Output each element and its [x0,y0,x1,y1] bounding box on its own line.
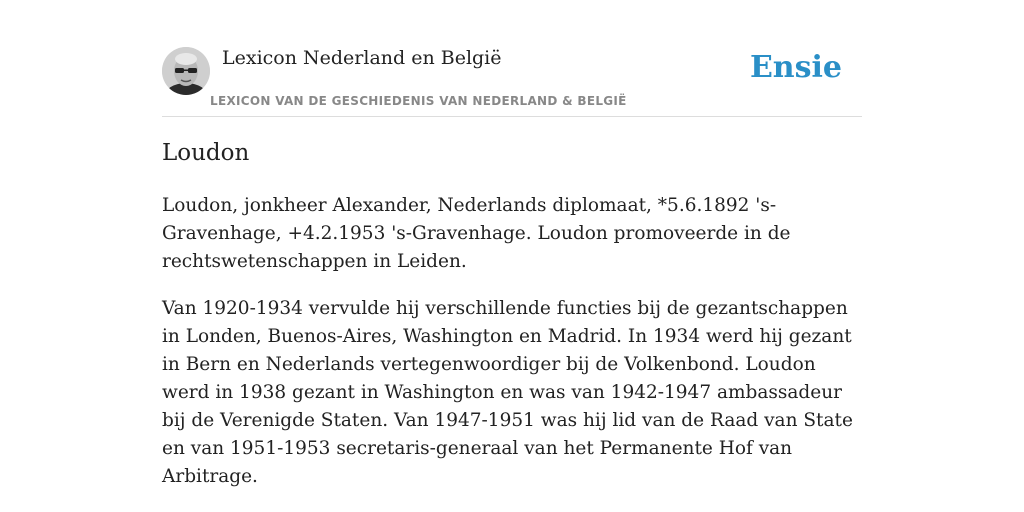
author-avatar[interactable] [162,47,210,95]
lexicon-title[interactable]: Lexicon Nederland en België [222,47,502,69]
entry-title: Loudon [162,140,250,166]
header [162,0,862,117]
avatar-portrait-icon [162,47,210,95]
page [162,0,862,487]
entry-paragraph: Van 1920-1934 vervulde hij verschillende functies bij de gezantschappen in Londen, Buenos-Aires, Washington en Madrid. In 1934 werd hij gezant in Bern en Nederlands vertegenwoordiger bij de Volkenbond. Loudon werd in 1938 gezant in Washington en was van 1942-1947 ambassadeur bij de Verenigde Staten. Van 1947-1951 was hij lid van de Raad van State en van 1951-1953 secretaris-generaal van het Permanente Hof van Arbitrage. [162,298,853,487]
entry-body [162,192,862,510]
ensie-logo[interactable]: Ensie [749,50,842,85]
entry-paragraph: Loudon, jonkheer Alexander, Nederlands diplomaat, *5.6.1892 's-Gravenhage, +4.2.1953 's-Gravenhage. Loudon promoveerde in de rechtswetenschappen in Leiden. [162,195,791,272]
lexicon-subtitle: LEXICON VAN DE GESCHIEDENIS VAN NEDERLAND & BELGIË [210,94,627,108]
